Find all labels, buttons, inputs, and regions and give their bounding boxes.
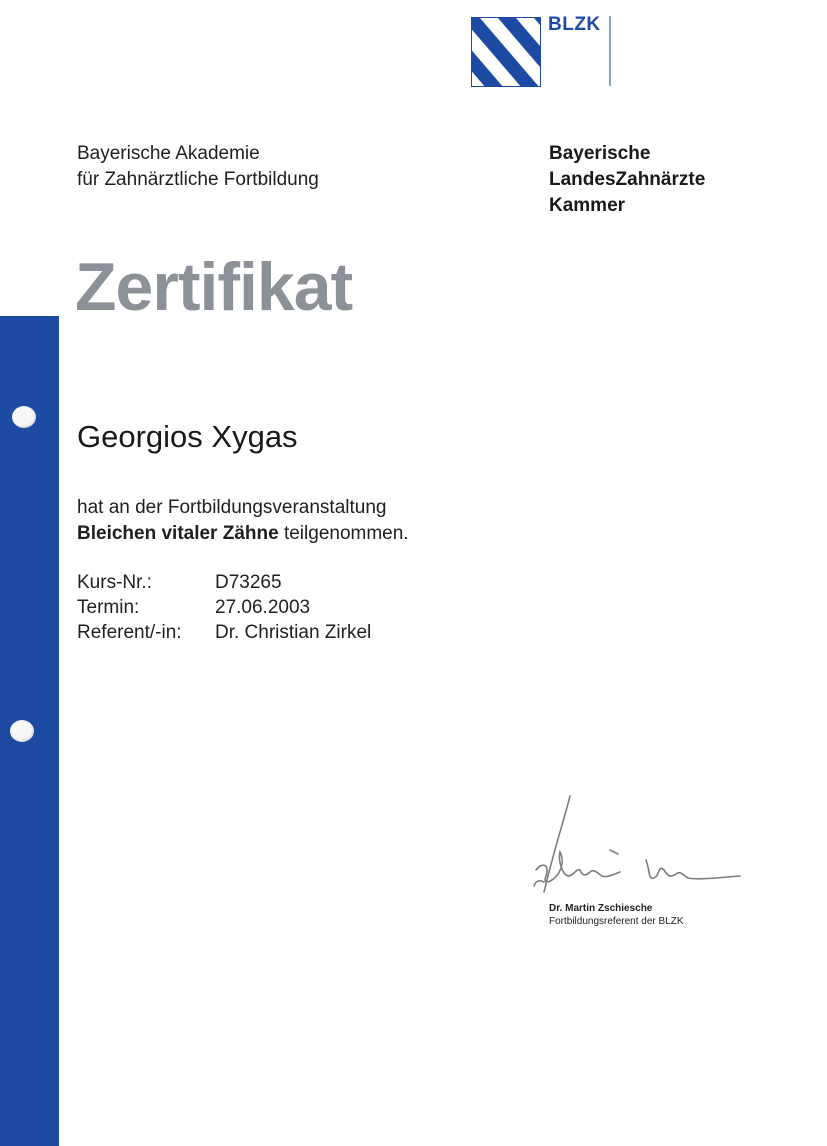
chamber-name: Bayerische LandesZahnärzte Kammer [549,143,706,216]
detail-row-speaker: Referent/-in: Dr. Christian Zirkel [77,622,372,643]
handwritten-signature-icon [528,790,748,900]
signatory-role: Fortbildungsreferent der BLZK [549,916,684,927]
signatory-block [549,902,684,928]
academy-name: Bayerische Akademie für Zahnärztliche Fortbildung [77,143,319,190]
participation-statement: hat an der Fortbildungsveranstaltung Bleichen vitaler Zähne teilgenommen. [77,497,409,544]
blzk-logo-text: BLZK [548,14,601,35]
logo-divider [609,16,611,86]
punch-hole-bottom [10,720,34,742]
bavarian-lozenge-logo-icon [471,17,541,87]
certificate-title: Zertifikat [75,249,353,325]
detail-row-date: Termin: 27.06.2003 [77,597,311,618]
detail-row-course-number: Kurs-Nr.: D73265 [77,572,282,593]
course-details [77,570,371,645]
recipient-name: Georgios Xygas [77,419,298,454]
signatory-name: Dr. Martin Zschiesche [549,903,653,914]
punch-hole-top [12,406,36,428]
course-name: Bleichen vitaler Zähne [77,523,279,544]
